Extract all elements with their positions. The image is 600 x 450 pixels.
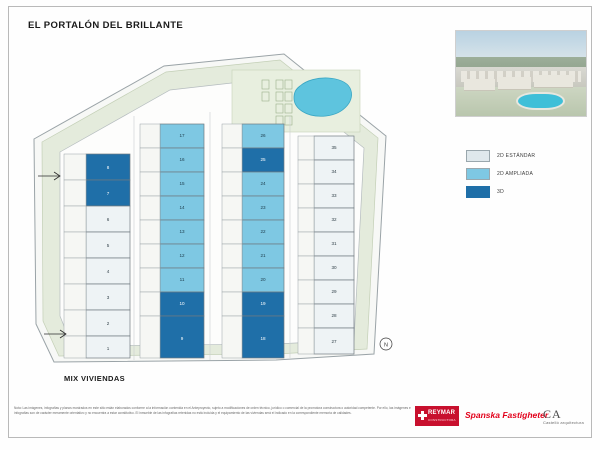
unit-label-9: 9	[180, 336, 184, 341]
aerial-render-image[interactable]	[455, 30, 587, 117]
unit-label-17: 17	[179, 133, 185, 138]
unit-label-35: 35	[331, 145, 337, 150]
unit-label-16: 16	[179, 157, 185, 162]
unit-label-29: 29	[331, 289, 337, 294]
legend-label-standard: 2D ESTÁNDAR	[497, 153, 536, 159]
block-1	[64, 154, 130, 358]
reymar-logo-sub: CONSTRUCTORA	[428, 418, 456, 422]
site-plan[interactable]	[14, 24, 414, 369]
reymar-logo-name: REYMAR	[428, 410, 456, 416]
render-building-1	[464, 79, 495, 91]
unit-label-31: 31	[331, 241, 337, 246]
legend-item-3d[interactable]	[466, 186, 576, 198]
castello-logo	[543, 407, 584, 425]
svg-text:N: N	[384, 342, 388, 349]
unit-label-23: 23	[260, 205, 266, 210]
legend-label-ampliada: 2D AMPLIADA	[497, 171, 534, 177]
render-building-2	[498, 77, 532, 90]
unit-label-4: 4	[106, 269, 110, 274]
unit-label-33: 33	[331, 193, 337, 198]
reymar-logo	[415, 406, 459, 426]
unit-label-3: 3	[106, 295, 110, 300]
legend-swatch-ampliada	[466, 168, 490, 180]
logo-strip	[415, 404, 590, 430]
legend-label-3d: 3D	[497, 189, 504, 195]
castello-name: Castelló arquitectura	[543, 420, 584, 425]
unit-label-14: 14	[179, 205, 185, 210]
unit-label-19: 19	[260, 301, 266, 306]
page-title: EL PORTALÓN DEL BRILLANTE	[28, 20, 184, 31]
unit-label-13: 13	[179, 229, 185, 234]
block-4	[298, 136, 354, 354]
unit-label-8: 8	[106, 165, 110, 170]
unit-label-24: 24	[260, 181, 266, 186]
render-building-3	[534, 75, 573, 88]
unit-label-10: 10	[179, 301, 185, 306]
unit-label-27: 27	[331, 339, 337, 344]
unit-label-2: 2	[106, 321, 110, 326]
unit-label-11: 11	[179, 277, 185, 282]
legend-swatch-standard	[466, 150, 490, 162]
legend-swatch-3d	[466, 186, 490, 198]
spanska-logo: Spanska Fastigheter	[465, 410, 549, 420]
render-pool	[518, 94, 562, 108]
unit-label-32: 32	[331, 217, 337, 222]
unit-label-18: 18	[260, 336, 266, 341]
legal-disclaimer: Nota: Las imágenes, infografías y planos mostrados en este sitio están elaborados conforme a la información contenida en el Anteproyecto, sujeto a modificaciones de orden técnico, jurídico o comercial de la promotora constructora o autoridad competente. Por ello, las imágenes e infografías son de carácter meramente orientativo y no encuentra a estar constitutivo. El inmueble de las infografías retenidas no está incluida y el equipamiento de las viviendas será el indicado en la correspondiente memoria de calidades.	[14, 406, 411, 415]
north-indicator	[380, 338, 392, 350]
castello-mark: CA	[543, 407, 562, 421]
plan-subtitle: MIX VIVIENDAS	[64, 374, 126, 383]
unit-label-12: 12	[179, 253, 185, 258]
cross-icon	[418, 411, 427, 420]
block-2	[140, 124, 204, 358]
unit-label-34: 34	[331, 169, 337, 174]
unit-label-1: 1	[106, 346, 110, 351]
unit-label-5: 5	[106, 243, 110, 248]
unit-label-25: 25	[260, 157, 266, 162]
legend-item-ampliada[interactable]	[466, 168, 576, 180]
unit-label-21: 21	[260, 253, 266, 258]
unit-label-30: 30	[331, 265, 337, 270]
unit-label-28: 28	[331, 313, 337, 318]
unit-label-7: 7	[106, 191, 110, 196]
legend	[466, 150, 576, 204]
unit-label-6: 6	[106, 217, 110, 222]
unit-label-15: 15	[179, 181, 185, 186]
unit-label-26: 26	[260, 133, 266, 138]
unit-label-22: 22	[260, 229, 266, 234]
legend-item-standard[interactable]	[466, 150, 576, 162]
unit-label-20: 20	[260, 277, 266, 282]
block-3	[222, 124, 284, 358]
